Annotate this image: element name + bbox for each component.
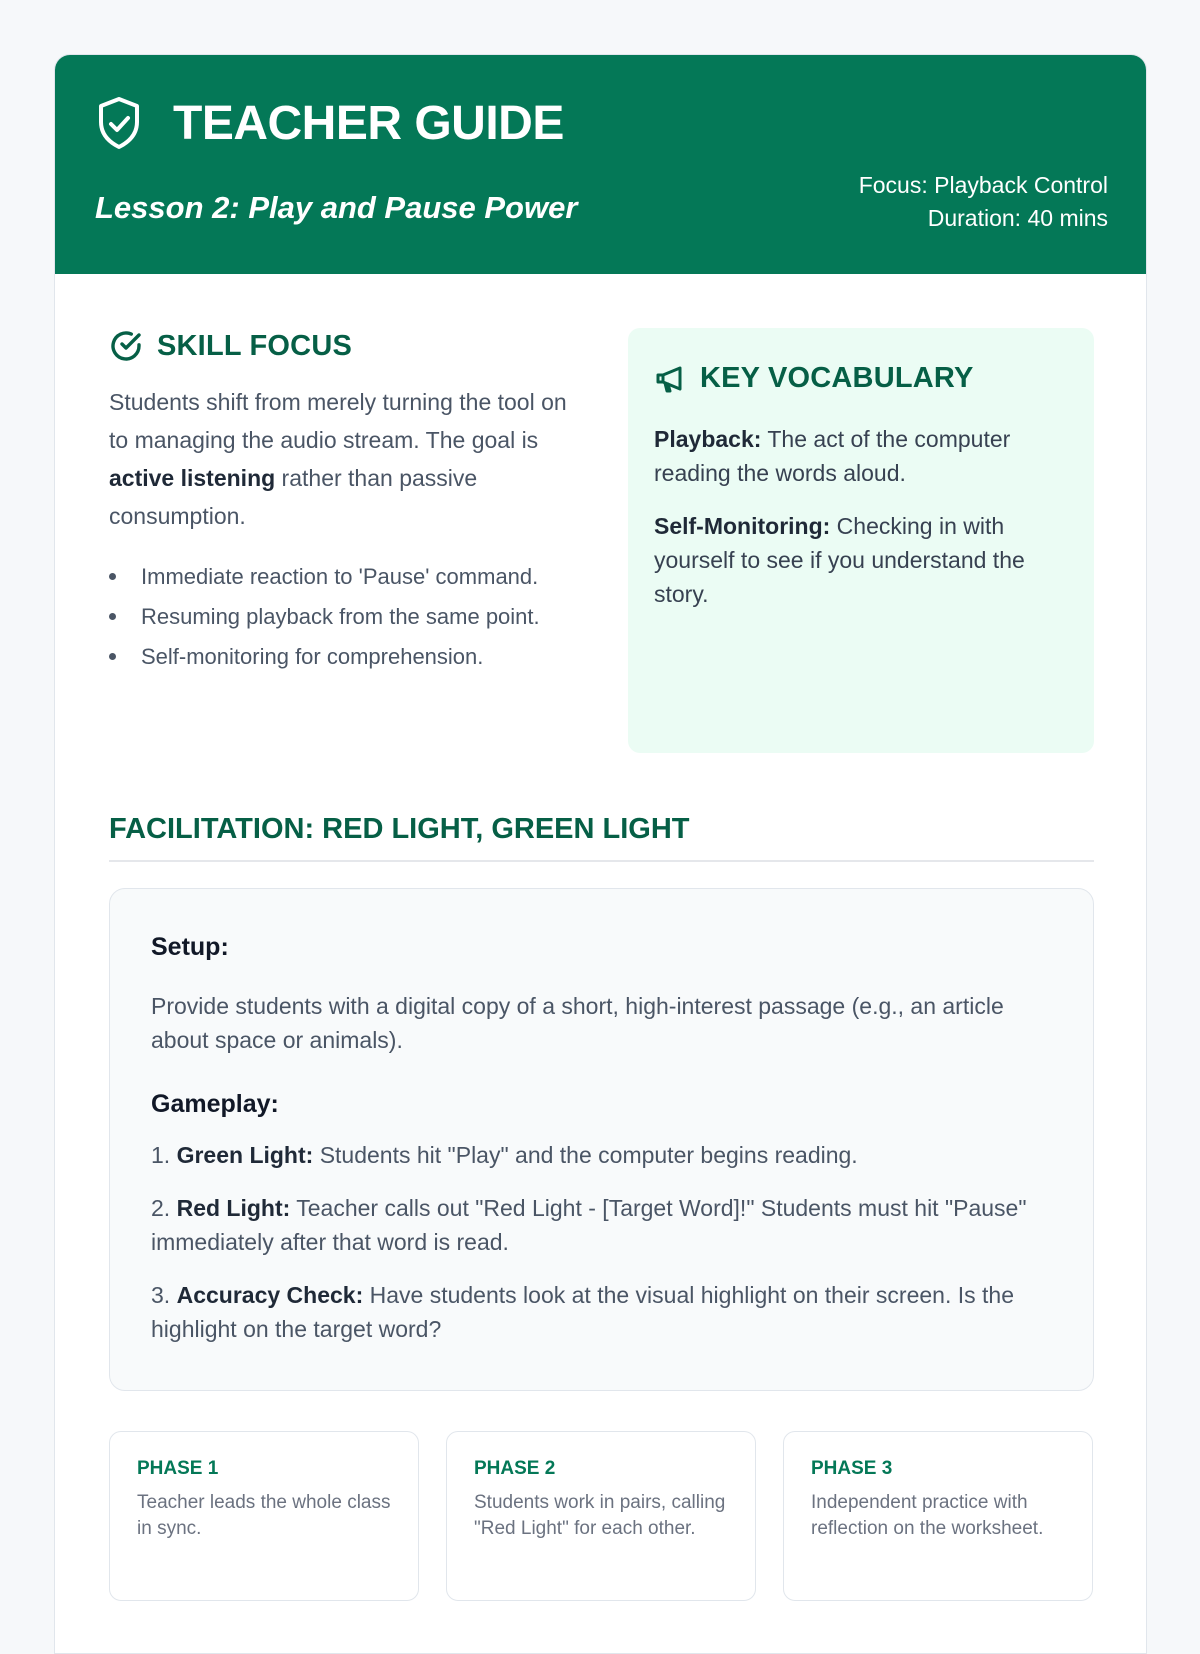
vocab-term-self-monitoring <box>654 509 1068 611</box>
phase-text: Independent practice with reflection on the worksheet. <box>811 1492 1044 1539</box>
intro-text-start: Students shift from merely turning the tool on to managing the audio stream. The goal is <box>109 389 567 453</box>
step-text: Have students look at the visual highlight on their screen. Is the highlight on the target word? <box>151 1282 1014 1342</box>
list-item <box>109 640 579 673</box>
term-definition: The act of the computer reading the words aloud. <box>654 426 1011 486</box>
shield-check-icon <box>95 95 143 151</box>
step-number: 1. <box>151 1142 177 1168</box>
teacher-guide-card <box>54 54 1147 1654</box>
guide-header <box>55 55 1147 274</box>
facilitation-heading: FACILITATION: RED LIGHT, GREEN LIGHT <box>109 813 1094 862</box>
megaphone-icon <box>654 363 686 395</box>
term-label: Playback: <box>654 426 762 452</box>
skill-focus-title: SKILL FOCUS <box>157 329 353 362</box>
title-row <box>95 95 564 151</box>
skill-focus-intro <box>109 383 579 535</box>
setup-text: Provide students with a digital copy of a short, high-interest passage (e.g., an article about space or animals). <box>151 993 1004 1053</box>
gameplay-step-accuracy-check <box>151 1278 1052 1346</box>
phase-card-2 <box>446 1431 756 1601</box>
term-definition: Checking in with yourself to see if you understand the story. <box>654 513 1025 607</box>
bullet-dot <box>109 573 116 580</box>
gameplay-heading: Gameplay: <box>151 1090 279 1118</box>
list-item <box>109 600 579 633</box>
skill-focus-section <box>109 329 579 680</box>
phase-text: Students work in pairs, calling "Red Light" for each other. <box>474 1492 726 1539</box>
setup-heading: Setup: <box>151 933 229 961</box>
list-item-text: Self-monitoring for comprehension. <box>141 644 484 669</box>
phase-card-3 <box>783 1431 1093 1601</box>
gameplay-step-green-light <box>151 1138 1052 1172</box>
skill-focus-list <box>109 560 579 673</box>
phase-card-1 <box>109 1431 419 1601</box>
term-label: Self-Monitoring: <box>654 513 831 539</box>
gameplay-step-red-light <box>151 1191 1052 1259</box>
key-vocabulary-panel <box>628 328 1094 753</box>
duration-label: Duration: 40 mins <box>927 205 1108 231</box>
focus-label: Focus: Playback Control <box>858 172 1108 198</box>
skill-focus-heading <box>109 329 579 363</box>
bullet-dot <box>109 613 116 620</box>
intro-text-end: rather than passive consumption. <box>109 465 478 529</box>
guide-title: TEACHER GUIDE <box>173 96 564 150</box>
list-item-text: Immediate reaction to 'Pause' command. <box>141 564 539 589</box>
phase-label: PHASE 1 <box>137 1458 219 1479</box>
list-item-text: Resuming playback from the same point. <box>141 604 540 629</box>
vocabulary-heading <box>654 362 1068 395</box>
step-label: Accuracy Check: <box>176 1282 364 1308</box>
step-label: Green Light: <box>176 1142 314 1168</box>
step-number: 3. <box>151 1282 177 1308</box>
vocabulary-title: KEY VOCABULARY <box>700 362 974 394</box>
step-text: Teacher calls out "Red Light - [Target Word]!" Students must hit "Pause" immediately after that word is read. <box>151 1195 1027 1255</box>
lesson-meta <box>859 169 1108 235</box>
step-label: Red Light: <box>176 1195 291 1221</box>
phase-label: PHASE 3 <box>811 1458 893 1479</box>
step-text: Students hit "Play" and the computer begins reading. <box>313 1142 858 1168</box>
check-circle-icon <box>109 329 143 363</box>
vocab-term-playback <box>654 422 1068 490</box>
list-item <box>109 560 579 593</box>
step-number: 2. <box>151 1195 177 1221</box>
lesson-subtitle: Lesson 2: Play and Pause Power <box>95 190 578 225</box>
facilitation-box <box>109 888 1094 1391</box>
intro-text-bold: active listening <box>109 465 276 491</box>
bullet-dot <box>109 653 116 660</box>
phase-text: Teacher leads the whole class in sync. <box>137 1492 391 1539</box>
phase-label: PHASE 2 <box>474 1458 556 1479</box>
